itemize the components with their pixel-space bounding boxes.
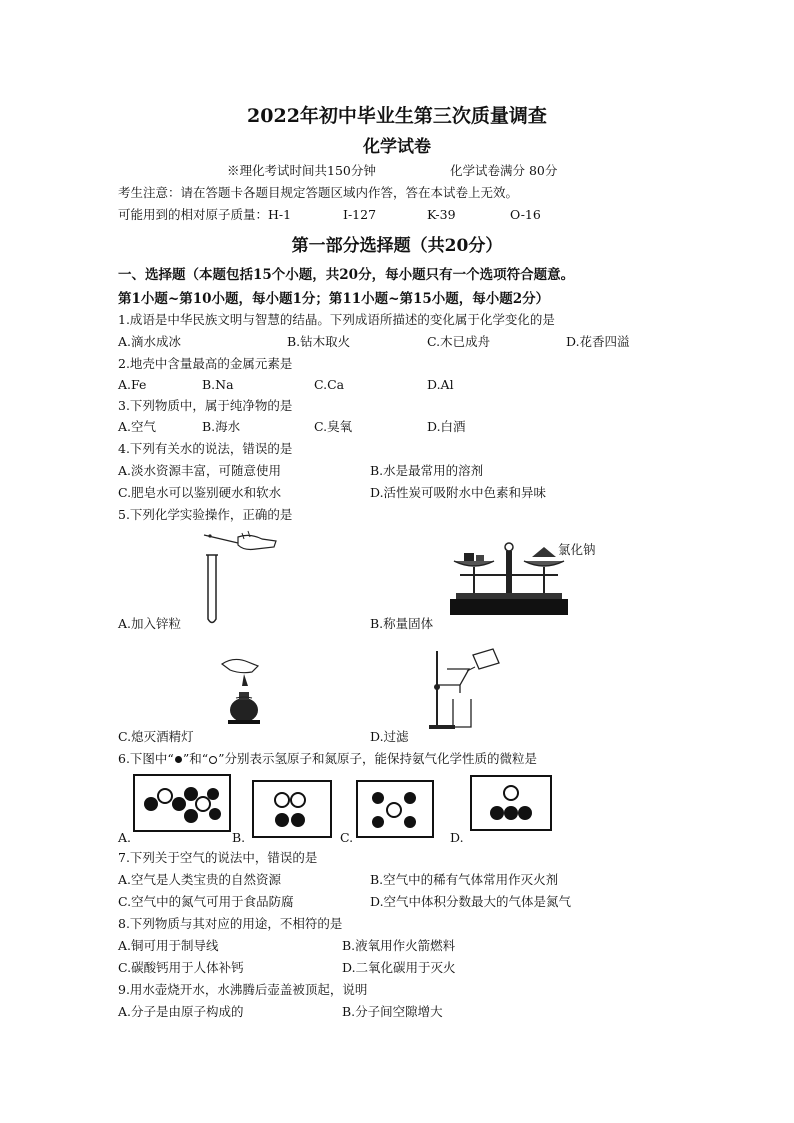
q4-stem: 4.下列有关水的说法，错误的是 xyxy=(118,441,293,456)
q6-stem-mid1: ”和“ xyxy=(182,751,209,766)
hydrogen-atom-icon xyxy=(175,756,182,763)
q8-option-b: B.液氧用作火箭燃料 xyxy=(342,938,456,953)
add-zinc-figure xyxy=(190,527,290,627)
q7-option-d: D.空气中体积分数最大的气体是氮气 xyxy=(370,894,572,909)
nitrogen-atom-icon xyxy=(209,756,217,764)
q5-option-d: D.过滤 xyxy=(370,729,409,744)
q3-option-d: D.白酒 xyxy=(427,419,466,434)
q8-option-a: A.铜可用于制导线 xyxy=(118,938,219,953)
atomic-mass-k: K-39 xyxy=(427,207,456,222)
q3-stem: 3.下列物质中，属于纯净物的是 xyxy=(118,398,293,413)
q6-option-a: A. xyxy=(118,830,132,845)
q7-option-c: C.空气中的氮气可用于食品防腐 xyxy=(118,894,294,909)
q1-option-a: A.滴水成冰 xyxy=(118,334,182,349)
q1-option-d: D.花香四溢 xyxy=(566,334,630,349)
atomic-mass-label: 可能用到的相对原子质量：H-1 xyxy=(118,207,292,222)
q7-option-a: A.空气是人类宝贵的自然资源 xyxy=(118,872,282,887)
q5-option-b: B.称量固体 xyxy=(370,616,434,631)
q5-stem: 5.下列化学实验操作，正确的是 xyxy=(118,507,293,522)
q6-stem-pre: 6.下图中“ xyxy=(118,751,174,766)
q1-stem: 1.成语是中华民族文明与智慧的结晶。下列成语所描述的变化属于化学变化的是 xyxy=(118,312,555,327)
q8-option-d: D.二氧化碳用于灭火 xyxy=(342,960,456,975)
time-note: ※理化考试时间共150分钟 xyxy=(227,163,376,178)
q8-stem: 8.下列物质与其对应的用途，不相符的是 xyxy=(118,916,343,931)
q4-option-d: D.活性炭可吸附水中色素和异味 xyxy=(370,485,547,500)
part1-title: 第一部分选择题（共20分） xyxy=(291,236,503,256)
q8-option-c: C.碳酸钙用于人体补钙 xyxy=(118,960,244,975)
atomic-mass-i: I-127 xyxy=(343,207,377,222)
q3-option-c: C.臭氧 xyxy=(314,419,353,434)
q5-option-c: C.熄灭酒精灯 xyxy=(118,729,194,744)
balance-label: 氯化钠 xyxy=(558,542,596,557)
notice: 考生注意：请在答题卡各题目规定答题区域内作答，答在本试卷上无效。 xyxy=(118,185,519,200)
q4-option-c: C.肥皂水可以鉴别硬水和软水 xyxy=(118,485,282,500)
filtration-figure xyxy=(425,647,510,732)
q7-stem: 7.下列关于空气的说法中，错误的是 xyxy=(118,850,318,865)
q6-option-d: D. xyxy=(450,830,464,845)
q3-option-a: A.空气 xyxy=(118,419,157,434)
atomic-mass-o: O-16 xyxy=(510,207,541,222)
q2-option-d: D.Al xyxy=(427,377,454,392)
q5-option-a: A.加入锌粒 xyxy=(118,616,182,631)
q6-option-b: B. xyxy=(232,830,246,845)
exam-title: 2022年初中毕业生第三次质量调查 xyxy=(247,105,547,127)
q9-option-b: B.分子间空隙增大 xyxy=(342,1004,443,1019)
q6-stem xyxy=(118,751,537,767)
q2-option-b: B.Na xyxy=(202,377,234,392)
q9-stem: 9.用水壶烧开水，水沸腾后壶盖被顶起，说明 xyxy=(118,982,368,997)
q2-option-c: C.Ca xyxy=(314,377,345,392)
q2-option-a: A.Fe xyxy=(118,377,147,392)
q4-option-b: B.水是最常用的溶剂 xyxy=(370,463,484,478)
q6-box-d xyxy=(470,775,552,831)
q1-option-c: C.木已成舟 xyxy=(427,334,491,349)
q2-stem: 2.地壳中含量最高的金属元素是 xyxy=(118,356,293,371)
q4-option-a: A.淡水资源丰富，可随意使用 xyxy=(118,463,282,478)
q9-option-a: A.分子是由原子构成的 xyxy=(118,1004,244,1019)
q6-option-c: C. xyxy=(340,830,354,845)
exam-subtitle: 化学试卷 xyxy=(363,137,431,157)
q3-option-b: B.海水 xyxy=(202,419,241,434)
alcohol-lamp-figure xyxy=(212,652,287,727)
section-scoring: 第1小题~第10小题，每小题1分；第11小题~第15小题，每小题2分） xyxy=(118,291,550,307)
q7-option-b: B.空气中的稀有气体常用作灭火剂 xyxy=(370,872,559,887)
score-note: 化学试卷满分 80分 xyxy=(450,163,558,178)
q6-box-c xyxy=(356,780,434,838)
q6-box-b xyxy=(252,780,332,838)
section-heading: 一、选择题（本题包括15个小题，共20分，每小题只有一个选项符合题意。 xyxy=(118,267,575,283)
q1-option-b: B.钻木取火 xyxy=(287,334,351,349)
q6-stem-mid2: ”分别表示氢原子和氮原子，能保持氨气化学性质的微粒是 xyxy=(218,751,538,766)
q6-box-a xyxy=(133,774,231,832)
